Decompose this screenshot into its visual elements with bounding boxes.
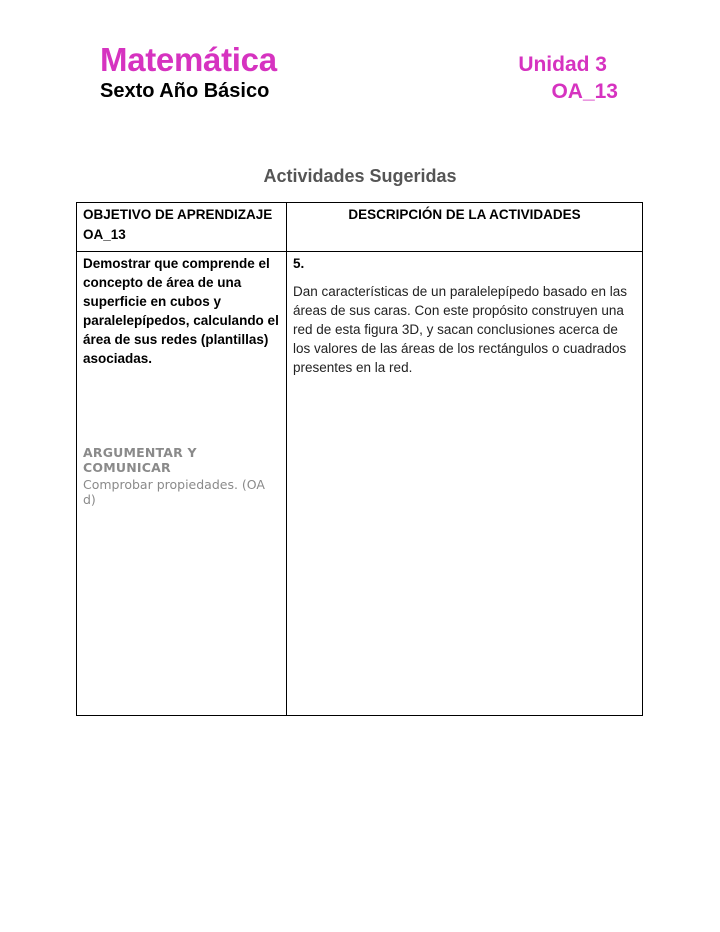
table-row xyxy=(77,252,643,716)
activity-cell xyxy=(287,252,643,716)
table-header-row xyxy=(77,203,643,252)
grade-level: Sexto Año Básico xyxy=(100,80,270,102)
objective-text: Demostrar que comprende el concepto de área de una superficie en cubos y paralelepípedos, calculando el área de sus redes (plantillas) asociadas. xyxy=(83,256,279,366)
activities-table xyxy=(76,202,643,716)
objective-header: OBJETIVO DE APRENDIZAJE OA_13 xyxy=(77,203,287,252)
activity-number: 5. xyxy=(293,256,305,271)
unit-label: Unidad 3 xyxy=(518,53,607,76)
description-header: DESCRIPCIÓN DE LA ACTIVIDADES xyxy=(287,203,643,252)
skill-block xyxy=(83,445,280,507)
subject-title: Matemática xyxy=(100,41,277,78)
objective-cell xyxy=(77,252,287,716)
section-title: Actividades Sugeridas xyxy=(263,166,457,186)
skill-description: Comprobar propiedades. (OA d) xyxy=(83,477,265,507)
activity-description: Dan características de un paralelepípedo basado en las áreas de sus caras. Con este propósito construyen una red de esta figura 3D, y sacan conclusiones acerca de los valores de las áreas de los rectángulos o cuadrados presentes en la red. xyxy=(293,284,627,375)
skill-title: ARGUMENTAR Y COMUNICAR xyxy=(83,445,197,475)
oa-code: OA_13 xyxy=(551,80,618,103)
